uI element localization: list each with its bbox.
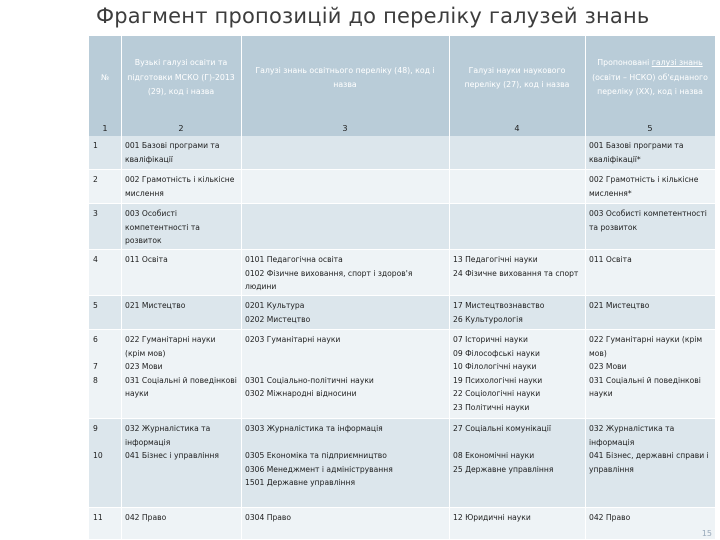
table-cell	[241, 204, 449, 250]
column-divider	[585, 36, 586, 540]
header-col4-pre: Пропоновані	[597, 58, 652, 68]
table-cell: 011 Освіта	[585, 250, 715, 296]
numbering-cell: 4	[449, 120, 585, 136]
row-num: 2	[89, 170, 121, 204]
page-title: Фрагмент пропозицій до переліку галузей знань	[96, 4, 650, 28]
numbering-cell: 2	[121, 120, 241, 136]
table-cell: 0304 Право	[241, 508, 449, 540]
header-col4-label	[588, 56, 712, 100]
page-number: 15	[701, 529, 712, 538]
table-cell	[449, 170, 585, 204]
column-divider	[449, 36, 450, 540]
table-cell: 021 Мистецтво	[585, 296, 715, 330]
table-cell: 003 Особисті компетентності та розвиток	[121, 204, 241, 250]
table-cell: 001 Базові програми та кваліфікації*	[585, 136, 715, 170]
table-cell: 032 Журналістика та інформація 041 Бізнес, державні справи і управління	[585, 419, 715, 508]
row-num: 1	[89, 136, 121, 170]
row-num: 9 10	[89, 419, 121, 508]
row-num: 5	[89, 296, 121, 330]
table-cell: 07 Історичні науки 09 Філософські науки 10 Філологічні науки 19 Психологічні науки 22 Соціологічні науки 23 Політичні науки	[449, 330, 585, 419]
table-cell: 0101 Педагогічна освіта 0102 Фізичне виховання, спорт і здоров'я людини	[241, 250, 449, 296]
column-divider	[121, 36, 122, 540]
table-cell: 002 Грамотність і кількісне мислення	[121, 170, 241, 204]
row-num: 4	[89, 250, 121, 296]
table-cell: 021 Мистецтво	[121, 296, 241, 330]
table-cell: 032 Журналістика та інформація 041 Бізнес і управління	[121, 419, 241, 508]
header-col2	[241, 36, 449, 120]
table-cell: 0201 Культура 0202 Мистецтво	[241, 296, 449, 330]
column-divider	[241, 36, 242, 540]
table-cell: 042 Право	[121, 508, 241, 540]
table-cell	[449, 204, 585, 250]
table-cell: 13 Педагогічні науки 24 Фізичне виховання та спорт	[449, 250, 585, 296]
table-cell: 0303 Журналістика та інформація 0305 Економіка та підприємництво 0306 Менеджмент і адміністрування 1501 Державне управління	[241, 419, 449, 508]
header-col4	[585, 36, 715, 120]
header-col1	[121, 36, 241, 120]
header-col4-link: галузі знань	[651, 58, 703, 68]
table-cell: 011 Освіта	[121, 250, 241, 296]
header-num	[89, 36, 121, 120]
header-col4-post: (освіти – НСКО) об'єднаного переліку (ХХ), код і назва	[592, 72, 708, 97]
table-cell	[241, 136, 449, 170]
table-cell	[241, 170, 449, 204]
header-col1-label: Вузькі галузі освіти та підготовки МСКО (Г)-2013 (29), код і назва	[127, 58, 235, 97]
row-num: 3	[89, 204, 121, 250]
header-col2-label: Галузі знань освітнього переліку (48), код і назва	[255, 65, 435, 89]
numbering-cell: 3	[241, 120, 449, 136]
table-cell: 003 Особисті компетентності та розвиток	[585, 204, 715, 250]
numbering-cell: 1	[89, 120, 121, 136]
table-cell: 002 Грамотність і кількісне мислення*	[585, 170, 715, 204]
table-cell: 17 Мистецтвознавство 26 Культурологія	[449, 296, 585, 330]
table-cell: 042 Право	[585, 508, 715, 540]
row-num: 6 7 8	[89, 330, 121, 419]
table-cell	[449, 136, 585, 170]
table-cell: 12 Юридичні науки	[449, 508, 585, 540]
table-cell: 022 Гуманітарні науки (крім мов) 023 Мови 031 Соціальні й поведінкові науки	[121, 330, 241, 419]
row-num: 11	[89, 508, 121, 540]
header-col3	[449, 36, 585, 120]
numbering-cell: 5	[585, 120, 715, 136]
table-cell: 022 Гуманітарні науки (крім мов) 023 Мови 031 Соціальні й поведінкові науки	[585, 330, 715, 419]
proposals-table	[89, 36, 715, 540]
header-col3-label: Галузі науки наукового переліку (27), код і назва	[464, 65, 570, 89]
header-num-label: №	[100, 72, 110, 82]
table-cell: 0203 Гуманітарні науки 0301 Соціально-політичні науки 0302 Міжнародні відносини	[241, 330, 449, 419]
table-cell: 27 Соціальні комунікації 08 Економічні науки 25 Державне управління	[449, 419, 585, 508]
table-cell: 001 Базові програми та кваліфікації	[121, 136, 241, 170]
